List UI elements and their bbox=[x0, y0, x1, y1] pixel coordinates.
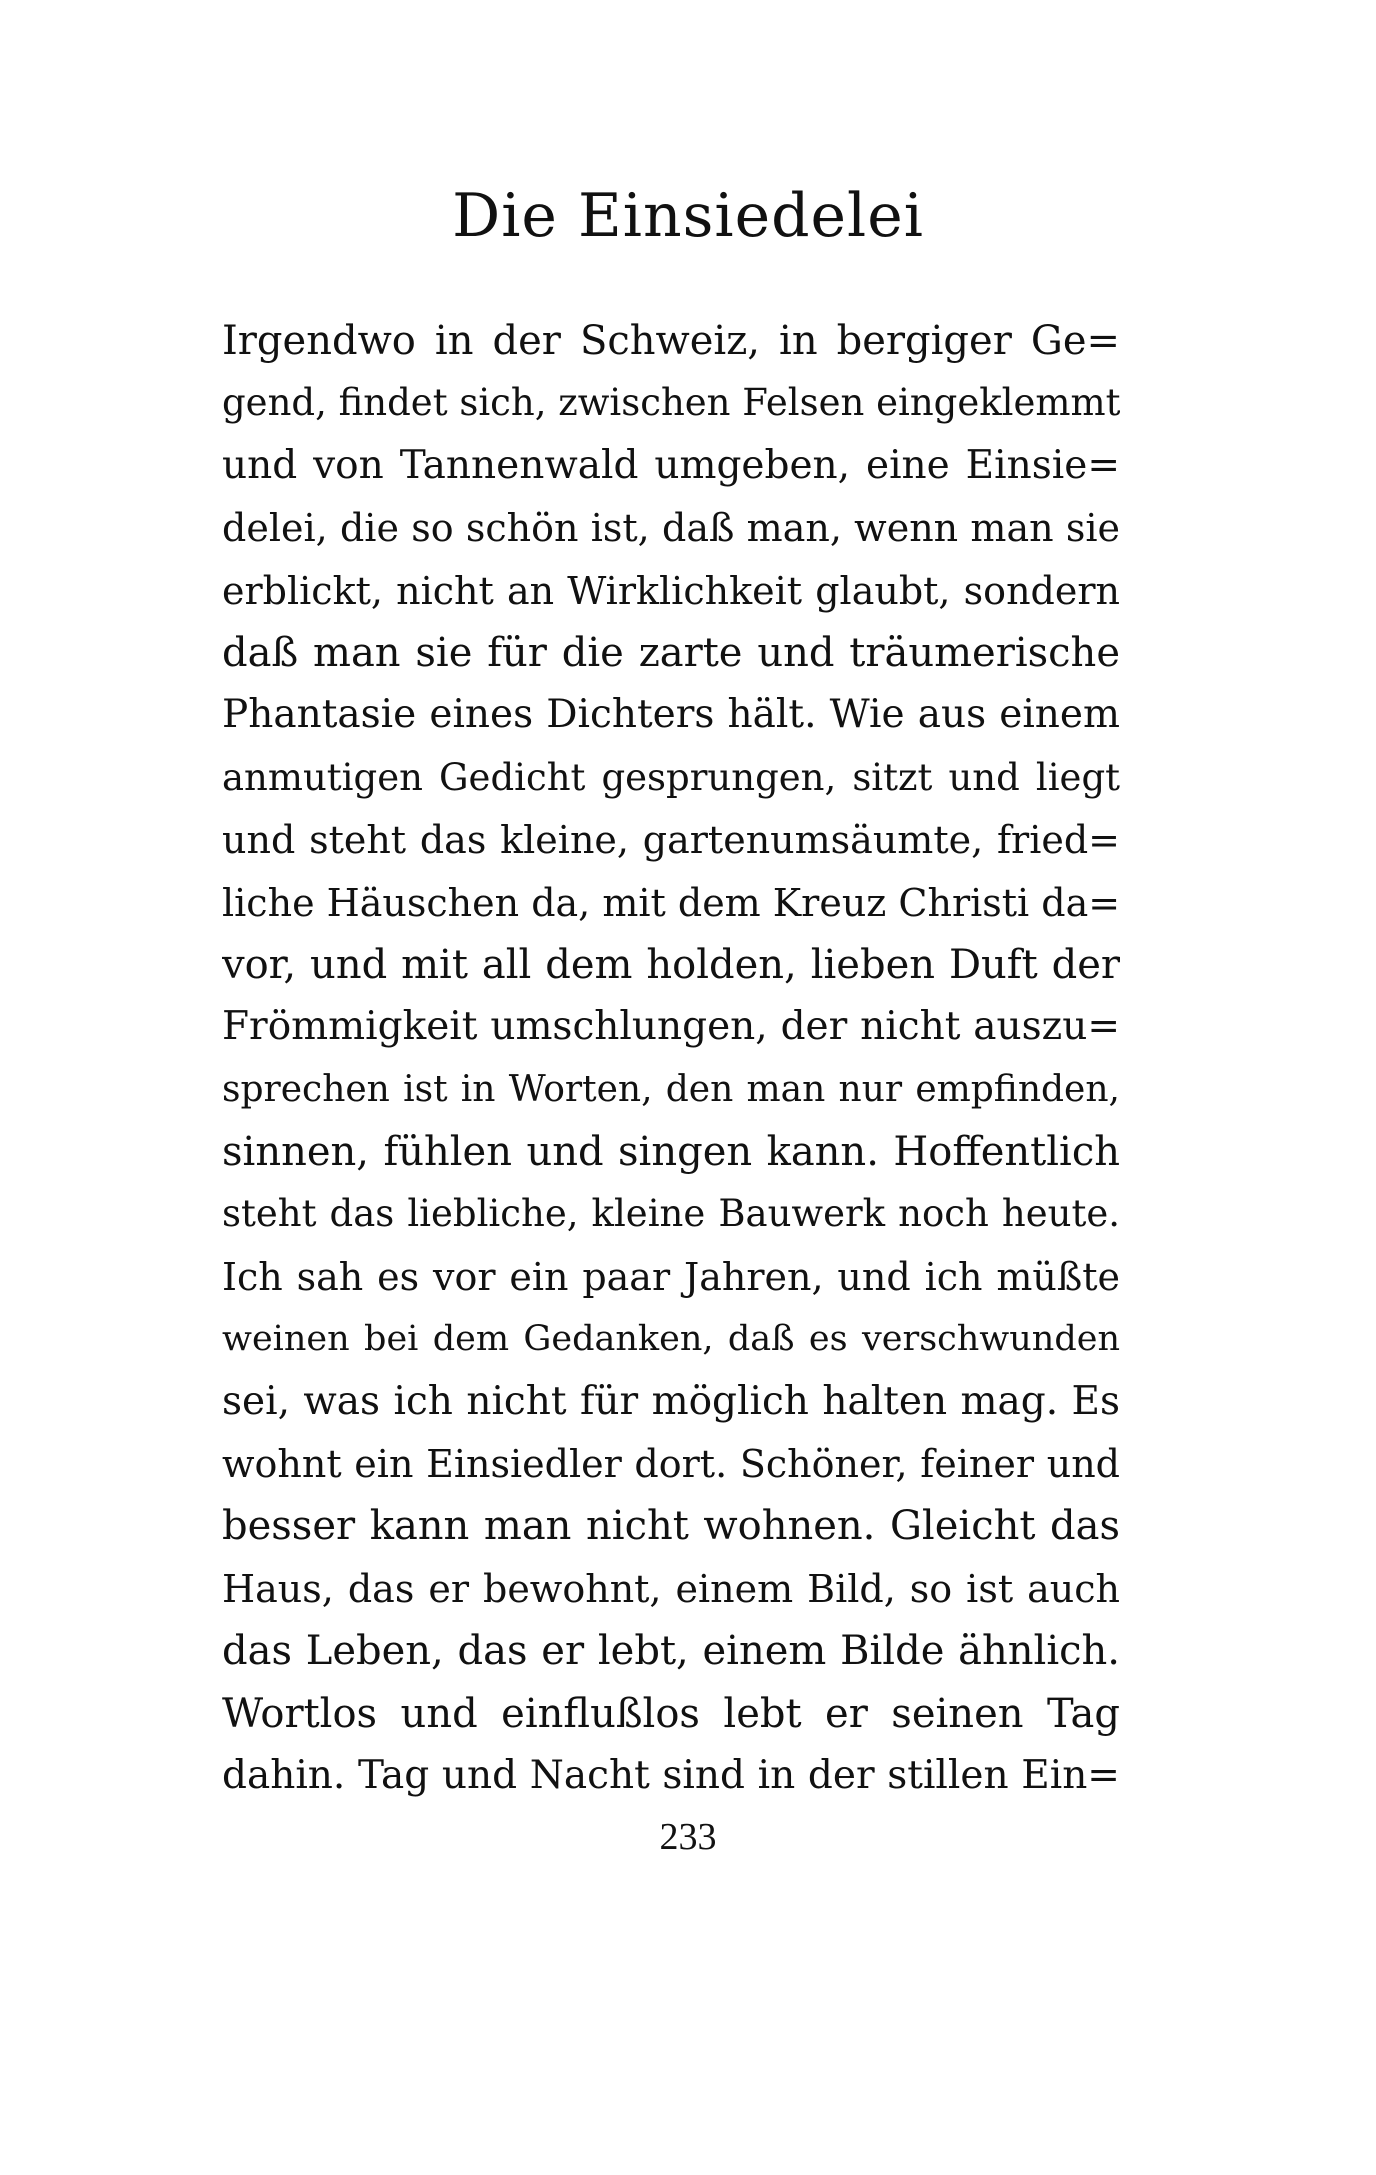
text-line: das Leben, das er lebt, einem Bilde ähnlich. bbox=[222, 1628, 1120, 1675]
text-line: anmutigen Gedicht gesprungen, sitzt und liegt bbox=[222, 755, 1120, 799]
text-line: Phantasie eines Dichters hält. Wie aus einem bbox=[222, 692, 1120, 738]
text-line: Frömmigkeit umschlungen, der nicht auszu= bbox=[222, 1004, 1120, 1050]
body-text bbox=[222, 310, 1120, 1807]
text-line: sei, was ich nicht für möglich halten mag. Es bbox=[222, 1378, 1120, 1424]
text-line: steht das liebliche, kleine Bauwerk noch heute. bbox=[222, 1192, 1120, 1236]
text-line: Wortlos und einflußlos lebt er seinen Tag bbox=[222, 1690, 1120, 1737]
text-line: Haus, das er bewohnt, einem Bild, so ist auch bbox=[222, 1566, 1120, 1611]
text-line: Irgendwo in der Schweiz, in bergiger Ge= bbox=[222, 318, 1120, 364]
text-line: weinen bei dem Gedanken, daß es verschwunden bbox=[222, 1319, 1120, 1360]
text-line: sinnen, fühlen und singen kann. Hoffentlich bbox=[222, 1129, 1120, 1176]
text-line: gend, findet sich, zwischen Felsen eingeklemmt bbox=[222, 381, 1120, 425]
text-line: und steht das kleine, gartenumsäumte, fried= bbox=[222, 818, 1120, 863]
text-line: und von Tannenwald umgeben, eine Einsie= bbox=[222, 442, 1120, 488]
page-number: 233 bbox=[659, 1816, 717, 1858]
text-line: daß man sie für die zarte und träumerische bbox=[222, 629, 1120, 676]
text-line: delei, die so schön ist, daß man, wenn man sie bbox=[222, 506, 1120, 551]
chapter-title: Die Einsiedelei bbox=[452, 181, 924, 251]
text-line: dahin. Tag und Nacht sind in der stillen Ein= bbox=[222, 1752, 1120, 1798]
text-line: Ich sah es vor ein paar Jahren, und ich müßte bbox=[222, 1254, 1120, 1299]
text-line: liche Häuschen da, mit dem Kreuz Christi da= bbox=[222, 880, 1120, 925]
text-line: wohnt ein Einsiedler dort. Schöner, feiner und bbox=[222, 1442, 1120, 1487]
text-line: besser kann man nicht wohnen. Gleicht das bbox=[222, 1503, 1120, 1550]
text-line: erblickt, nicht an Wirklichkeit glaubt, sondern bbox=[222, 568, 1120, 613]
text-line: vor, und mit all dem holden, lieben Duft der bbox=[222, 941, 1120, 988]
text-line: sprechen ist in Worten, den man nur empfinden, bbox=[222, 1068, 1120, 1110]
